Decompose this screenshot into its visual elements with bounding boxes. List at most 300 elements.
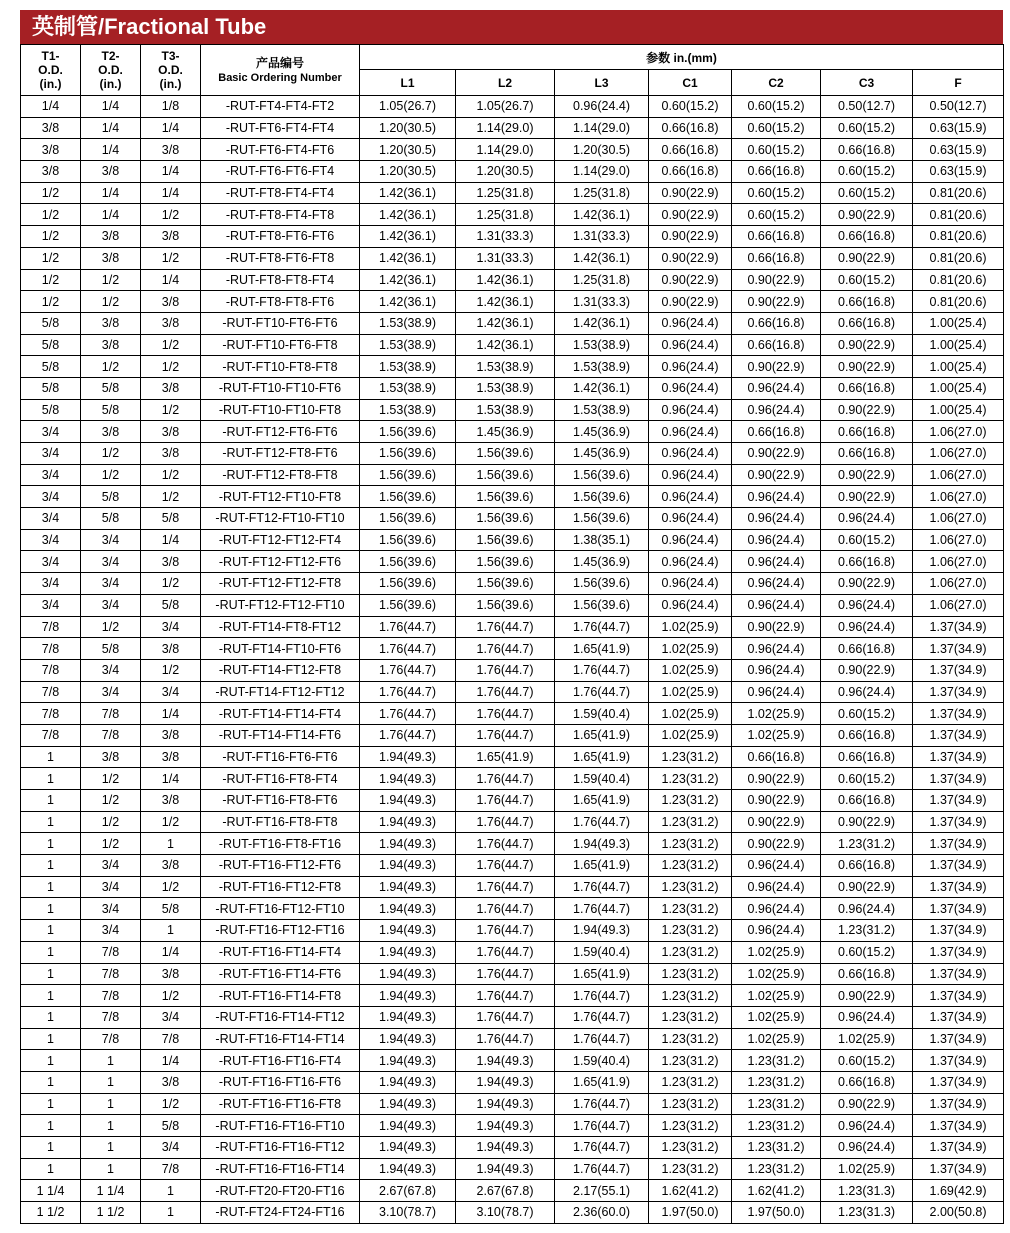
cell-c1: 1.23(31.2) [649,920,732,942]
cell-l1: 1.94(49.3) [360,768,456,790]
cell-c2: 0.96(24.4) [732,529,821,551]
cell-l2: 1.94(49.3) [456,1050,555,1072]
cell-l1: 1.42(36.1) [360,269,456,291]
cell-l3: 1.65(41.9) [555,1071,649,1093]
cell-l3: 1.76(44.7) [555,616,649,638]
cell-t2-od: 3/8 [81,247,141,269]
cell-l3: 0.96(24.4) [555,96,649,118]
cell-l3: 1.31(33.3) [555,226,649,248]
cell-c2: 1.02(25.9) [732,724,821,746]
cell-l1: 1.42(36.1) [360,247,456,269]
table-row [21,1006,1004,1028]
cell-t1-od: 1/2 [21,291,81,313]
cell-c1: 1.23(31.2) [649,963,732,985]
cell-c1: 0.96(24.4) [649,573,732,595]
cell-l2: 1.76(44.7) [456,985,555,1007]
cell-c2: 0.66(16.8) [732,746,821,768]
cell-t2-od: 1 [81,1137,141,1159]
cell-t2-od: 1/4 [81,182,141,204]
cell-c3: 0.96(24.4) [821,1115,913,1137]
cell-ordering-number: -RUT-FT8-FT8-FT4 [201,269,360,291]
cell-t2-od: 3/8 [81,746,141,768]
cell-l1: 2.67(67.8) [360,1180,456,1202]
cell-l3: 1.76(44.7) [555,659,649,681]
cell-l1: 1.94(49.3) [360,963,456,985]
cell-c3: 0.90(22.9) [821,1093,913,1115]
cell-t2-od: 5/8 [81,508,141,530]
cell-f: 1.37(34.9) [913,703,1004,725]
fractional-tube-table [20,44,1004,1224]
cell-t3-od: 1/2 [141,876,201,898]
cell-ordering-number: -RUT-FT16-FT8-FT16 [201,833,360,855]
cell-t1-od: 5/8 [21,356,81,378]
cell-t3-od: 1/4 [141,941,201,963]
cell-t3-od: 3/8 [141,746,201,768]
cell-f: 1.06(27.0) [913,573,1004,595]
cell-c2: 0.66(16.8) [732,334,821,356]
cell-t1-od: 7/8 [21,724,81,746]
cell-c1: 0.96(24.4) [649,594,732,616]
cell-c1: 0.66(16.8) [649,117,732,139]
cell-t1-od: 3/8 [21,161,81,183]
cell-f: 1.37(34.9) [913,616,1004,638]
cell-c3: 1.23(31.2) [821,833,913,855]
cell-t3-od: 1/2 [141,573,201,595]
cell-f: 1.00(25.4) [913,312,1004,334]
cell-c2: 0.96(24.4) [732,659,821,681]
cell-c1: 1.23(31.2) [649,1137,732,1159]
cell-t1-od: 1 [21,1137,81,1159]
cell-t2-od: 3/4 [81,681,141,703]
cell-l2: 1.05(26.7) [456,96,555,118]
cell-l2: 1.76(44.7) [456,703,555,725]
cell-l3: 1.45(36.9) [555,421,649,443]
cell-c3: 0.66(16.8) [821,312,913,334]
cell-l2: 1.76(44.7) [456,768,555,790]
cell-c3: 0.90(22.9) [821,464,913,486]
cell-t2-od: 1 1/2 [81,1202,141,1224]
cell-l1: 1.94(49.3) [360,1115,456,1137]
cell-l3: 1.76(44.7) [555,1158,649,1180]
cell-ordering-number: -RUT-FT16-FT8-FT6 [201,790,360,812]
header-l3: L3 [555,70,649,96]
cell-l3: 2.36(60.0) [555,1202,649,1224]
cell-t3-od: 3/8 [141,226,201,248]
cell-c2: 0.60(15.2) [732,182,821,204]
table-row [21,638,1004,660]
cell-l1: 1.76(44.7) [360,681,456,703]
cell-t3-od: 5/8 [141,508,201,530]
cell-l3: 1.76(44.7) [555,898,649,920]
table-row [21,920,1004,942]
cell-ordering-number: -RUT-FT16-FT16-FT6 [201,1071,360,1093]
cell-f: 1.37(34.9) [913,920,1004,942]
header-t1-top: T1- [41,49,60,63]
cell-c3: 0.96(24.4) [821,508,913,530]
header-l2: L2 [456,70,555,96]
cell-t1-od: 3/8 [21,139,81,161]
table-row [21,204,1004,226]
cell-t2-od: 3/4 [81,573,141,595]
header-t1-mid: O.D. [38,63,63,77]
cell-c3: 0.66(16.8) [821,638,913,660]
cell-l2: 1.31(33.3) [456,226,555,248]
cell-t3-od: 1/2 [141,399,201,421]
cell-t2-od: 1/4 [81,117,141,139]
cell-l2: 1.53(38.9) [456,377,555,399]
cell-t3-od: 1/4 [141,182,201,204]
cell-l3: 1.14(29.0) [555,161,649,183]
cell-t2-od: 7/8 [81,985,141,1007]
cell-c1: 1.02(25.9) [649,724,732,746]
cell-ordering-number: -RUT-FT16-FT12-FT10 [201,898,360,920]
cell-t1-od: 1 [21,855,81,877]
cell-l2: 1.56(39.6) [456,464,555,486]
cell-l3: 1.56(39.6) [555,486,649,508]
table-row [21,724,1004,746]
cell-l1: 1.05(26.7) [360,96,456,118]
cell-ordering-number: -RUT-FT10-FT10-FT8 [201,399,360,421]
table-row [21,963,1004,985]
cell-l1: 1.53(38.9) [360,399,456,421]
cell-t3-od: 3/8 [141,291,201,313]
cell-ordering-number: -RUT-FT16-FT16-FT4 [201,1050,360,1072]
cell-l1: 1.76(44.7) [360,724,456,746]
cell-t2-od: 1/2 [81,833,141,855]
header-t1-od [21,45,81,96]
cell-c3: 0.96(24.4) [821,1006,913,1028]
cell-t3-od: 3/8 [141,377,201,399]
header-t3-od [141,45,201,96]
cell-c2: 0.96(24.4) [732,551,821,573]
cell-t1-od: 3/4 [21,551,81,573]
cell-t1-od: 7/8 [21,659,81,681]
cell-t3-od: 3/8 [141,551,201,573]
cell-l1: 1.94(49.3) [360,855,456,877]
cell-t1-od: 1 [21,1006,81,1028]
cell-l1: 1.94(49.3) [360,1071,456,1093]
cell-c3: 0.60(15.2) [821,941,913,963]
cell-t1-od: 3/4 [21,573,81,595]
cell-t1-od: 3/4 [21,464,81,486]
cell-c1: 1.62(41.2) [649,1180,732,1202]
cell-l2: 1.56(39.6) [456,551,555,573]
cell-f: 1.37(34.9) [913,1137,1004,1159]
cell-t1-od: 1 [21,746,81,768]
cell-c1: 0.90(22.9) [649,182,732,204]
cell-t3-od: 3/8 [141,312,201,334]
cell-c3: 0.66(16.8) [821,746,913,768]
cell-l1: 1.56(39.6) [360,443,456,465]
cell-t2-od: 1/2 [81,616,141,638]
cell-t2-od: 3/8 [81,226,141,248]
cell-c3: 0.90(22.9) [821,356,913,378]
cell-l1: 1.42(36.1) [360,226,456,248]
table-row [21,421,1004,443]
table-row [21,1050,1004,1072]
table-header [21,45,1004,96]
cell-c3: 0.60(15.2) [821,529,913,551]
cell-t2-od: 1/2 [81,269,141,291]
cell-c3: 1.02(25.9) [821,1158,913,1180]
table-row [21,594,1004,616]
cell-f: 1.37(34.9) [913,790,1004,812]
table-row [21,312,1004,334]
table-row [21,1115,1004,1137]
cell-l1: 1.42(36.1) [360,291,456,313]
cell-c3: 0.90(22.9) [821,334,913,356]
cell-t1-od: 1/2 [21,269,81,291]
cell-l1: 1.56(39.6) [360,594,456,616]
cell-l2: 1.76(44.7) [456,616,555,638]
cell-t2-od: 5/8 [81,399,141,421]
cell-c1: 1.23(31.2) [649,790,732,812]
cell-l2: 3.10(78.7) [456,1202,555,1224]
cell-c1: 0.90(22.9) [649,204,732,226]
table-row [21,703,1004,725]
cell-f: 1.37(34.9) [913,1071,1004,1093]
cell-c1: 0.66(16.8) [649,139,732,161]
cell-l1: 1.76(44.7) [360,659,456,681]
cell-l1: 1.20(30.5) [360,117,456,139]
cell-l2: 1.56(39.6) [456,486,555,508]
cell-f: 1.37(34.9) [913,638,1004,660]
table-row [21,833,1004,855]
cell-c1: 0.96(24.4) [649,399,732,421]
cell-c1: 0.96(24.4) [649,464,732,486]
cell-l2: 1.14(29.0) [456,139,555,161]
cell-t2-od: 1 [81,1158,141,1180]
cell-ordering-number: -RUT-FT12-FT12-FT10 [201,594,360,616]
cell-c1: 1.23(31.2) [649,746,732,768]
cell-t2-od: 1 [81,1071,141,1093]
cell-c1: 1.23(31.2) [649,1006,732,1028]
cell-t3-od: 1/4 [141,161,201,183]
cell-l3: 1.56(39.6) [555,508,649,530]
cell-c3: 0.60(15.2) [821,768,913,790]
cell-l2: 1.42(36.1) [456,291,555,313]
cell-f: 1.37(34.9) [913,963,1004,985]
cell-l2: 1.76(44.7) [456,833,555,855]
cell-ordering-number: -RUT-FT12-FT12-FT6 [201,551,360,573]
table-row [21,139,1004,161]
cell-ordering-number: -RUT-FT12-FT6-FT6 [201,421,360,443]
cell-c1: 0.96(24.4) [649,421,732,443]
cell-l2: 1.94(49.3) [456,1093,555,1115]
cell-ordering-number: -RUT-FT14-FT14-FT4 [201,703,360,725]
cell-t3-od: 3/4 [141,1137,201,1159]
cell-c3: 0.96(24.4) [821,616,913,638]
header-f: F [913,70,1004,96]
cell-l2: 1.76(44.7) [456,811,555,833]
cell-l1: 1.56(39.6) [360,508,456,530]
cell-t3-od: 1 [141,920,201,942]
cell-f: 0.81(20.6) [913,247,1004,269]
cell-t2-od: 3/4 [81,876,141,898]
cell-l1: 1.20(30.5) [360,161,456,183]
cell-c2: 1.23(31.2) [732,1093,821,1115]
cell-ordering-number: -RUT-FT16-FT16-FT8 [201,1093,360,1115]
cell-c3: 0.60(15.2) [821,161,913,183]
cell-c1: 1.23(31.2) [649,941,732,963]
cell-ordering-number: -RUT-FT6-FT4-FT4 [201,117,360,139]
cell-l2: 1.53(38.9) [456,399,555,421]
cell-c2: 0.90(22.9) [732,356,821,378]
cell-ordering-number: -RUT-FT8-FT6-FT6 [201,226,360,248]
cell-t1-od: 1 [21,833,81,855]
cell-t1-od: 1/2 [21,247,81,269]
cell-t3-od: 1 [141,1202,201,1224]
cell-t1-od: 7/8 [21,638,81,660]
cell-l3: 1.65(41.9) [555,724,649,746]
cell-l1: 1.94(49.3) [360,1006,456,1028]
cell-c2: 0.90(22.9) [732,790,821,812]
cell-l2: 1.76(44.7) [456,855,555,877]
cell-l2: 1.76(44.7) [456,790,555,812]
cell-c2: 0.66(16.8) [732,226,821,248]
cell-c2: 1.02(25.9) [732,703,821,725]
cell-l1: 1.56(39.6) [360,529,456,551]
cell-c1: 0.66(16.8) [649,161,732,183]
table-row [21,876,1004,898]
cell-l1: 3.10(78.7) [360,1202,456,1224]
table-row [21,768,1004,790]
cell-l1: 1.53(38.9) [360,312,456,334]
table-row [21,247,1004,269]
cell-t2-od: 3/4 [81,659,141,681]
cell-f: 1.37(34.9) [913,855,1004,877]
cell-c2: 1.23(31.2) [732,1071,821,1093]
cell-t1-od: 7/8 [21,681,81,703]
cell-c3: 0.66(16.8) [821,377,913,399]
cell-c3: 0.66(16.8) [821,139,913,161]
cell-c2: 0.66(16.8) [732,247,821,269]
cell-l1: 1.56(39.6) [360,551,456,573]
cell-t3-od: 3/8 [141,855,201,877]
cell-c2: 0.96(24.4) [732,377,821,399]
cell-l3: 1.42(36.1) [555,312,649,334]
cell-l2: 1.53(38.9) [456,356,555,378]
cell-l1: 1.94(49.3) [360,1158,456,1180]
cell-ordering-number: -RUT-FT8-FT4-FT8 [201,204,360,226]
cell-c2: 1.62(41.2) [732,1180,821,1202]
table-row [21,1202,1004,1224]
cell-t2-od: 1/4 [81,139,141,161]
cell-c1: 1.23(31.2) [649,833,732,855]
cell-t1-od: 1 1/4 [21,1180,81,1202]
table-row [21,443,1004,465]
cell-t3-od: 1/4 [141,703,201,725]
cell-c3: 0.90(22.9) [821,247,913,269]
cell-ordering-number: -RUT-FT10-FT8-FT8 [201,356,360,378]
cell-c1: 1.02(25.9) [649,703,732,725]
cell-l3: 1.94(49.3) [555,920,649,942]
cell-l2: 1.76(44.7) [456,920,555,942]
cell-c3: 0.66(16.8) [821,551,913,573]
cell-t1-od: 3/4 [21,594,81,616]
cell-t1-od: 1 [21,1028,81,1050]
table-row [21,941,1004,963]
cell-l1: 1.53(38.9) [360,356,456,378]
cell-t1-od: 1 [21,790,81,812]
cell-c1: 0.60(15.2) [649,96,732,118]
cell-f: 1.37(34.9) [913,1028,1004,1050]
cell-c2: 0.66(16.8) [732,161,821,183]
cell-t3-od: 3/4 [141,681,201,703]
cell-l3: 1.65(41.9) [555,746,649,768]
cell-t2-od: 1/2 [81,790,141,812]
cell-c2: 0.90(22.9) [732,811,821,833]
cell-t1-od: 1 [21,768,81,790]
cell-c1: 1.23(31.2) [649,811,732,833]
cell-l3: 1.14(29.0) [555,117,649,139]
header-ordering-number-cn: 产品编号 [255,55,304,70]
cell-ordering-number: -RUT-FT16-FT14-FT14 [201,1028,360,1050]
table-row [21,529,1004,551]
cell-c2: 0.96(24.4) [732,573,821,595]
cell-t1-od: 1 [21,1115,81,1137]
cell-t3-od: 7/8 [141,1158,201,1180]
cell-t2-od: 7/8 [81,724,141,746]
cell-f: 1.37(34.9) [913,724,1004,746]
cell-t1-od: 5/8 [21,399,81,421]
table-row [21,182,1004,204]
cell-t3-od: 3/8 [141,963,201,985]
table-row [21,681,1004,703]
cell-ordering-number: -RUT-FT16-FT12-FT8 [201,876,360,898]
cell-l2: 1.56(39.6) [456,508,555,530]
cell-c1: 0.96(24.4) [649,312,732,334]
cell-c2: 0.90(22.9) [732,768,821,790]
cell-c1: 0.96(24.4) [649,334,732,356]
cell-f: 1.06(27.0) [913,486,1004,508]
cell-l1: 1.94(49.3) [360,1050,456,1072]
cell-c3: 0.60(15.2) [821,1050,913,1072]
cell-f: 1.37(34.9) [913,833,1004,855]
cell-c2: 0.90(22.9) [732,269,821,291]
cell-t2-od: 3/8 [81,334,141,356]
cell-t3-od: 3/4 [141,1006,201,1028]
table-row [21,616,1004,638]
table-row [21,356,1004,378]
cell-t2-od: 1/2 [81,768,141,790]
cell-c3: 1.23(31.2) [821,920,913,942]
cell-c2: 0.96(24.4) [732,638,821,660]
cell-t3-od: 1/2 [141,659,201,681]
table-row [21,96,1004,118]
cell-f: 1.37(34.9) [913,1115,1004,1137]
cell-c2: 1.02(25.9) [732,1006,821,1028]
cell-t3-od: 7/8 [141,1028,201,1050]
cell-c1: 0.96(24.4) [649,443,732,465]
cell-f: 1.37(34.9) [913,811,1004,833]
table-row [21,464,1004,486]
cell-c1: 1.23(31.2) [649,876,732,898]
cell-c1: 1.23(31.2) [649,985,732,1007]
cell-l1: 1.53(38.9) [360,334,456,356]
cell-c3: 0.66(16.8) [821,1071,913,1093]
cell-c3: 0.66(16.8) [821,421,913,443]
cell-c1: 0.90(22.9) [649,247,732,269]
cell-t1-od: 1 [21,1050,81,1072]
cell-c1: 0.90(22.9) [649,291,732,313]
cell-c2: 1.02(25.9) [732,1028,821,1050]
cell-c1: 1.23(31.2) [649,1093,732,1115]
cell-c3: 0.90(22.9) [821,659,913,681]
cell-t3-od: 1/8 [141,96,201,118]
cell-l1: 1.56(39.6) [360,421,456,443]
cell-c2: 0.96(24.4) [732,508,821,530]
